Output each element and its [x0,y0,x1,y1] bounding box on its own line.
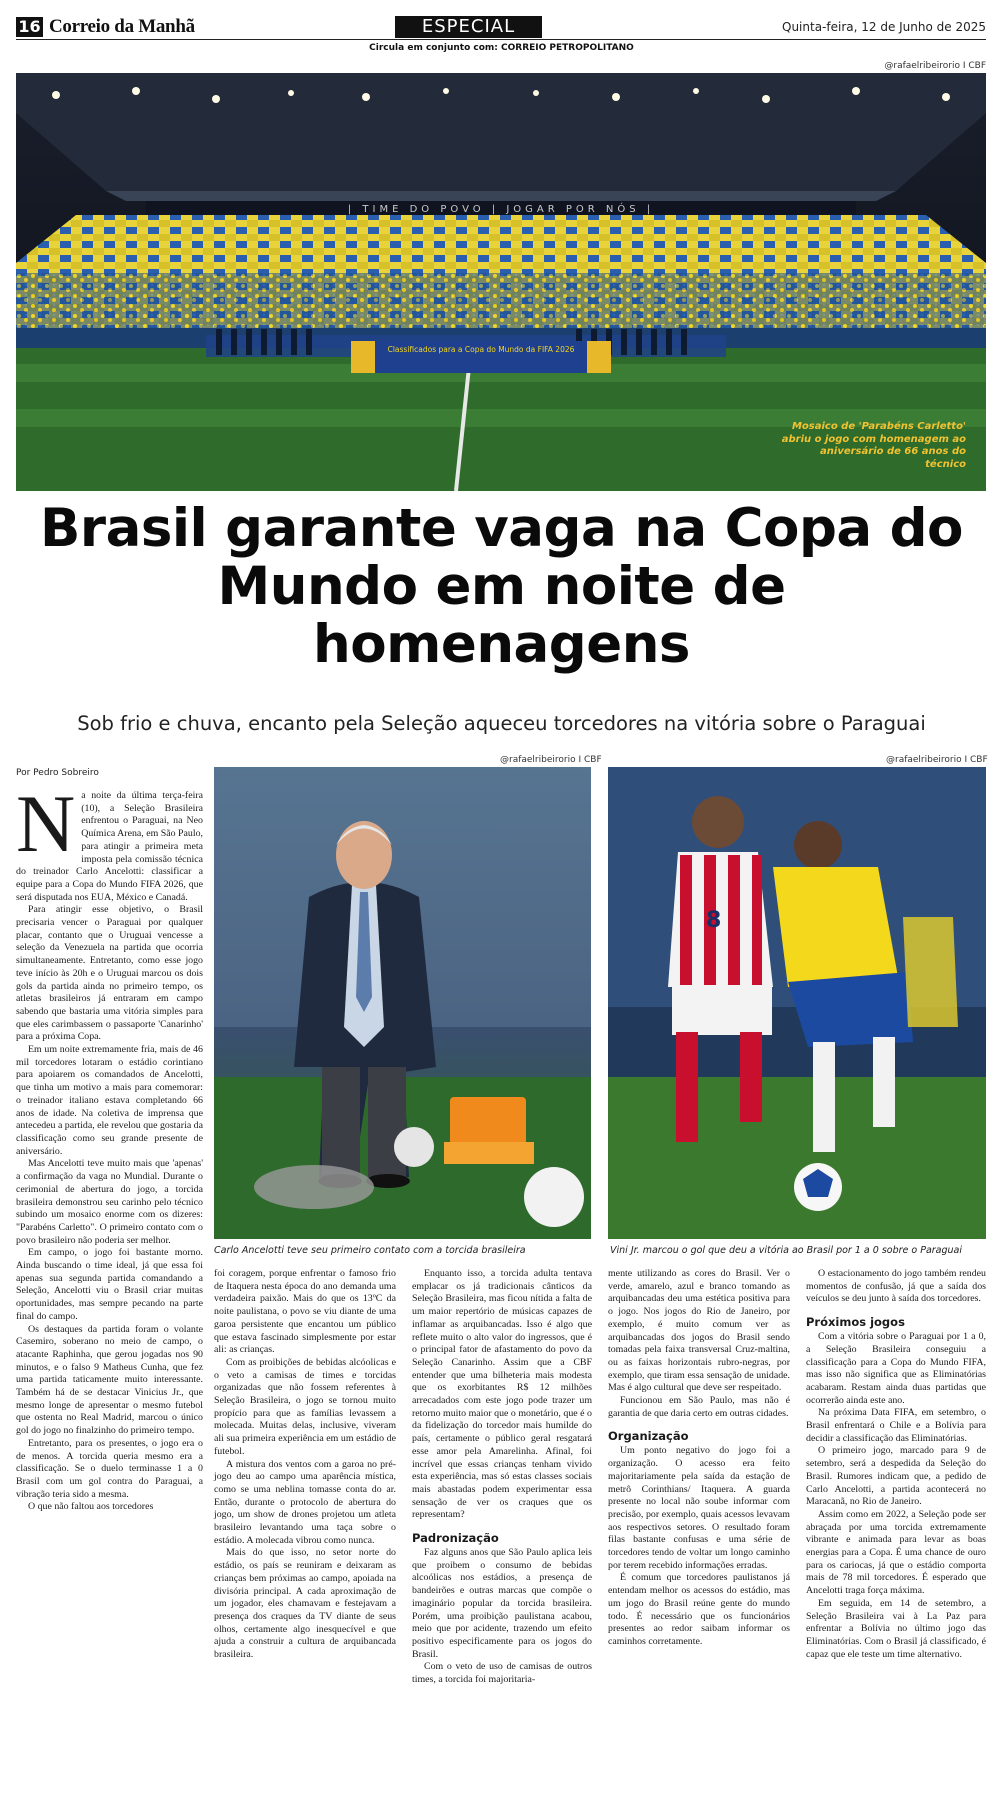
photo-right-credit: @rafaelribeirorio I CBF [886,755,988,765]
paragraph: Funcionou em São Paulo, mas não é garantia de que daria certo em outras cidades. [608,1395,790,1419]
paragraph: Com as proibições de bebidas alcóolicas e o veto a camisas de times e torcidas organizadas que não fossem referentes à Seleção Brasileira, o jogo se tornou muito propício para que as famílias levassem a molecada. Muitas delas, inclusive, viveram ali sua primeira experiência em um estádio de futebol. [214,1356,396,1457]
paragraph: Em campo, o jogo foi bastante morno. Ainda buscando o time ideal, já que essa foi apenas sua segunda partida comandando a Seleção, Ancelotti viu o Brasil criar muitas oportunidades, mas sempre pecando na parte final do campo. [16,1247,203,1322]
circulation-note: Circula em conjunto com: CORREIO PETROPOLITANO [369,43,634,53]
byline: Por Pedro Sobreiro [16,768,99,778]
paragraph: Mas Ancelotti teve muito mais que 'apenas' a confirmação da vaga no Mundial. Durante o cerimonial de abertura do jogo, a torcida brasileira demonstrou seu carinho pelo técnico subindo um mosaico enorme com os dizeres: "Parabéns Carletto". O primeiro contato com o povo brasileiro não poderia ser melhor. [16,1158,203,1246]
paragraph: Em seguida, em 14 de setembro, a Seleção Brasileira vai à La Paz para enfrentar a Bolívia no último jogo das Eliminatórias. Com o Brasil já classificado, é capaz que ele teste um time alternativo. [806,1597,986,1660]
paragraph: Assim como em 2022, a Seleção pode ser abraçada por uma torcida extremamente vibrante e animada para levar as boas energias para a Copa. É uma chance de ouro para os cariocas, já que o estádio comporta mais de 78 mil torcedores. É esperado que Ancelotti traga força máxima. [806,1508,986,1597]
article-column-2 [214,1268,396,1662]
paragraph: a noite da última terça-feira (10), a Seleção Brasileira enfrentou o Paraguai, na Neo Química Arena, em São Paulo, para atingir a primeira meta imposta pela comissão técnica do treinador Carlo Ancelotti: classificar a equipe para a Copa do Mundo FIFA 2026, que será disputada nos EUA, México e Canadá. [16,790,203,903]
paragraph: Um ponto negativo do jogo foi a organização. O acesso era feito majoritariamente pela saída da estação de metrô Corinthians/ Itaquera. A guarda presente no local não soube informar com precisão, por exemplo, quais acessos levavam aos respectivos setores. O resultado foram filas bastante confusas e uma série de torcedores tendo de voltar um longo caminho por terem recebido informações erradas. [608,1445,790,1571]
paragraph: Mais do que isso, no setor norte do estádio, os país se reuniram e deixaram as crianças bem próximas ao campo, apoiada na divisória principal. A cada aproximação de um jogador, eles chamavam e festejavam a presença dos craques da TV diante de seus olhos, certamente algo inesquecível e que ajuda a construir a cultura de arquibancada brasileira. [214,1547,396,1661]
paragraph: Na próxima Data FIFA, em setembro, o Brasil enfrentará o Chile e a Bolívia para decidir a classificação das Eliminatórias. [806,1407,986,1444]
photo-right-caption: Vini Jr. marcou o gol que deu a vitória ao Brasil por 1 a 0 sobre o Paraguai [610,1245,963,1256]
article-subheadline: Sob frio e chuva, encanto pela Seleção aqueceu torcedores na vitória sobre o Paraguai [77,712,926,735]
paragraph: Com a vitória sobre o Paraguai por 1 a 0, a Seleção Brasileira conseguiu a classificação para a Copa do Mundo FIFA, mas isso não significa que as Eliminatórias acabaram. Restam ainda duas partidas que ocorrerão ainda este ano. [806,1331,986,1406]
pitch-board-text: Classificados para a Copa do Mundo da FIFA 2026 [387,345,575,354]
paragraph: A mistura dos ventos com a garoa no pré-jogo deu ao campo uma aparência mística, como se uma neblina tomasse conta do ar. Então, durante o protocolo de abertura do jogo, um show de drones projetou um atleta brasileiro levantando uma taça sobre o estádio. A molecada vibrou como nunca. [214,1458,396,1546]
dropcap: N [16,778,76,869]
paragraph: Enquanto isso, a torcida adulta tentava emplacar os já tradicionais cânticos da Seleção Brasileira, mas ficou nítida a falta de um maior repertório de músicas capazes de inflamar as arquibancadas. Isso é algo que reflete muito o alto valor do ingressos, que é o principal fator de afastamento do povo da Seleção Canarinho. Assim que a CBF entender que uma bilheteria mais modesta que os exorbitantes R$ 12 milhões arrecadados com este jogo pode trazer um retorno muito maior que o monetário, que é o da fidelização do torcedor mais humilde do país, certamente o público geral resgatará esse amor pela Amarelinha. Afinal, foi incrível que essas crianças tenham vivido esta experiência, mas só estas classes sociais mais abastadas podem experimentar essa sensação de ver os craques que os representam? [412,1268,592,1521]
page-number: 16 [16,17,43,37]
article-column-4 [608,1268,790,1649]
paragraph: Faz alguns anos que São Paulo aplica leis que proibem o consumo de bebidas alcoólicas nos estádios, a presença de bandeirões e outras marcas que compõe o imaginário popular da torcida brasileira. Porém, uma proibição paulistana acabou, meio que por acidente, trazendo um efeito positivo especificamente para os jogos do Brasil. [412,1547,592,1660]
issue-date: Quinta-feira, 12 de Junho de 2025 [782,20,986,34]
hero-caption: Mosaico de 'Parabéns Carletto' abriu o jogo com homenagem ao aniversário de 66 anos do técnico [781,421,966,470]
photo-left-credit: @rafaelribeirorio I CBF [500,755,602,765]
paragraph: Para atingir esse objetivo, o Brasil precisaria vencer o Paraguai por qualquer placar, contanto que o Uruguai vencesse a seleção da Venezuela na partida que ocorria simultaneamente. Entretanto, como esse jogo teve início às 20h e o Uruguai marcou os dois gols da partida ainda no primeiro tempo, os atletas brasileiros já entraram em campo sabendo que bastaria uma vitória simples para que eles carimbassem o passaporte 'Canarinho' para a próxima Copa. [16,904,203,1043]
subheading-padronizacao: Padronização [412,1531,499,1546]
newspaper-name: Correio da Manhã [49,16,195,37]
vini-photo [608,767,986,1239]
article-column-3 [412,1268,592,1687]
stand-banner-text: | TIME DO POVO | JOGAR POR NÓS | [347,204,655,215]
paragraph: O estacionamento do jogo também rendeu momentos de confusão, já que a saída dos veículos se deu junto à saída dos torcedores. [806,1268,986,1305]
paragraph: É comum que torcedores paulistanos já entendam melhor os acessos do estádio, mas um jogo do Brasil reúne gente do mundo todo. É necessário que os funcionários presentes ao redor saibam informar os caminhos corretamente. [608,1572,790,1647]
paragraph: Entretanto, para os presentes, o jogo era o de menos. A torcida queria mesmo era a classificação. Se o duelo terminasse 1 a 0 Brasil com um gol contra do Paraguai, a vibração teria sido a mesma. [16,1437,203,1500]
section-label: ESPECIAL [395,16,542,38]
paraguay-shirt-number: 8 [706,908,722,933]
paragraph: foi coragem, porque enfrentar o famoso frio de Itaquera nesta época do ano demanda uma verdadeira paixão. Mais do que os 13ºC da noite paulistana, o povo se viu diante de uma garoa persistente que encantou um público que estava fascinado simplesmente por estar ali: as crianças. [214,1268,396,1356]
article-headline: Brasil garante vaga na Copa do Mundo em noite de homenagens [40,498,963,675]
photo-left-caption: Carlo Ancelotti teve seu primeiro contato com a torcida brasileira [214,1245,526,1256]
ancelotti-photo [214,767,591,1239]
page-header [16,14,986,40]
hero-photo-credit: @rafaelribeirorio I CBF [884,61,986,71]
paragraph: Em um noite extremamente fria, mais de 46 mil torcedores lotaram o estádio corintiano para apoiarem os comandados de Ancelotti, que tinha um motivo a mais para comemorar: o treinador italiano estava completando 66 anos de idade. Na coletiva de imprensa que antecedeu a partida, ele revelou que gostaria da classificação como seu grande presente de aniversário. [16,1044,203,1157]
paragraph: O que não faltou aos torcedores [28,1501,154,1513]
article-column-5 [806,1268,986,1661]
paragraph: O primeiro jogo, marcado para 9 de setembro, será a despedida da Seleção do Brasil. Rumores indicam que, a pedido de Carlo Ancelotti, a partida acontecerá no Maracanã, no Rio de Janeiro. [806,1445,986,1508]
paragraph: Com o veto de uso de camisas de outros times, a torcida foi majoritaria- [412,1661,592,1686]
paragraph: Os destaques da partida foram o volante Casemiro, soberano no meio de campo, o atacante Raphinha, que gerou jogadas nos 90 minutos, e o falso 9 Matheus Cunha, que fez uma partida taticamente muito interessante. Também há de se destacar Vinicius Jr., que mesmo longe de apresentar o mesmo futebol que ostenta no Real Madrid, marcou o único gol do jogo no finalzinho do primeiro tempo. [16,1323,203,1437]
subheading-organizacao: Organização [608,1429,689,1444]
paragraph: mente utilizando as cores do Brasil. Ver o verde, amarelo, azul e branco tomando as arquibancadas deu uma estética positiva para o jogo. Nos jogos do Rio de Janeiro, por exemplo, é muito comum ver as arquibancadas dos jogos do Brasil sendo tomadas pela faixa transversal Cruz-maltina, ou as faixas horizontais rubro-negras, por exemplo, que tiram essa sensação de unidade. Mas é algo cultural que deve ser respeitado. [608,1268,790,1394]
article-column-1 [16,778,203,1514]
hero-photo [16,73,986,491]
subheading-proximos-jogos: Próximos jogos [806,1315,905,1330]
